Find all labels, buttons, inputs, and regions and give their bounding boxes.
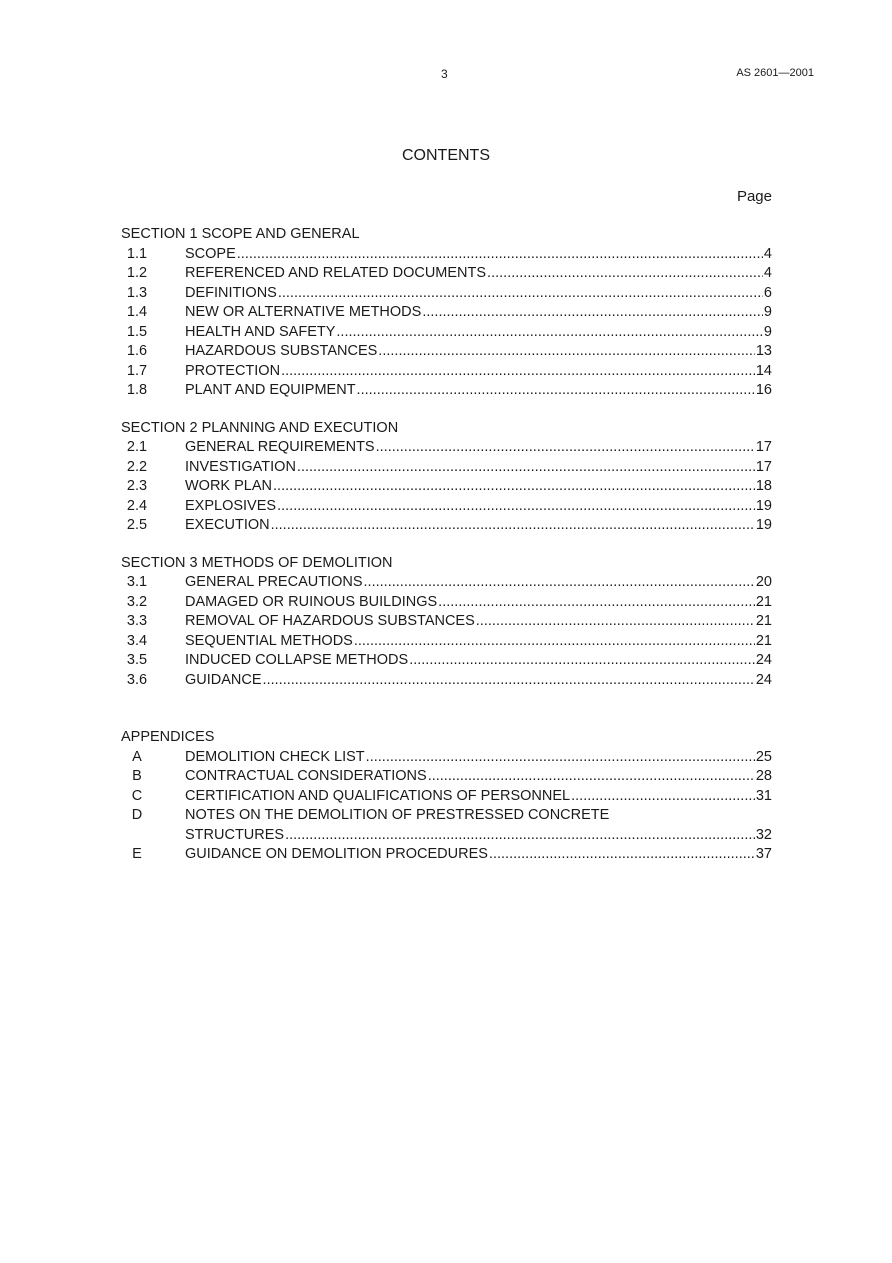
entry-title: GENERAL REQUIREMENTS [185,439,375,455]
entry-number-text: 2.1 [126,439,148,455]
toc-appendices-heading: APPENDICES [121,729,215,745]
entry-page-number: 9 [763,323,772,340]
entry-number-text: 3.4 [126,632,148,649]
entry-page-number: 17 [755,439,772,455]
entry-title: SCOPE [185,245,236,262]
entry-number-text: 2.5 [126,517,148,533]
entry-title: WORK PLAN [185,478,273,494]
entry-page-number: 37 [755,846,772,862]
entry-number-text: 1.3 [126,284,148,301]
toc-entry[interactable] [121,342,772,362]
dot-leader [273,477,755,497]
entry-number-text: 3.2 [126,593,148,610]
contents-title: CONTENTS [402,147,490,164]
toc-entry[interactable] [121,806,772,826]
entry-title: GUIDANCE ON DEMOLITION PROCEDURES [185,846,488,862]
table-of-contents [121,225,772,883]
toc-entry[interactable] [121,477,772,497]
entry-number [121,845,185,865]
dot-leader [357,381,755,401]
entry-page-number: 21 [755,593,772,610]
entry-number-text: E [132,846,142,862]
toc-entry[interactable] [121,516,772,536]
entry-number-text: 1.2 [126,265,148,281]
entry-page-number: 19 [755,497,772,514]
entry-number [121,748,185,768]
toc-entry[interactable] [121,651,772,671]
entry-title: CONTRACTUAL CONSIDERATIONS [185,768,427,784]
toc-entry[interactable] [121,632,772,652]
entry-title: REFERENCED AND RELATED DOCUMENTS [185,265,487,281]
dot-leader [428,767,755,787]
dot-leader [378,342,755,362]
entry-number [121,362,185,382]
entry-title-continuation: STRUCTURES [185,826,285,843]
entry-title: SEQUENTIAL METHODS [185,632,353,649]
entry-page-number: 16 [755,382,772,398]
entry-page-number: 21 [755,613,772,629]
toc-entry[interactable] [121,438,772,458]
entry-number [121,303,185,323]
entry-number [121,264,185,284]
dot-leader [277,497,755,517]
dot-leader [364,573,755,593]
entry-title: PLANT AND EQUIPMENT [185,382,356,398]
entry-page-number: 6 [763,284,772,301]
page-column-label: Page [736,188,772,205]
entry-number-text: D [131,807,143,823]
entry-number-text: 1.1 [126,245,148,262]
toc-section-3 [121,554,772,691]
entry-number [121,593,185,613]
entry-number-text: 2.2 [126,458,148,475]
entry-title: DEFINITIONS [185,284,277,301]
dot-leader [263,671,755,691]
dot-leader [336,323,763,343]
entry-page-number: 18 [755,478,772,494]
entry-page-number: 25 [755,748,772,765]
entry-title: HEALTH AND SAFETY [185,323,336,340]
entry-number-text: 2.4 [126,497,148,514]
entry-number-text: 1.8 [126,382,148,398]
toc-section-1-heading: SECTION 1 SCOPE AND GENERAL [121,226,360,242]
entry-number [121,767,185,787]
entry-number [121,438,185,458]
entry-title: DEMOLITION CHECK LIST [185,748,365,765]
dot-leader [354,632,755,652]
entry-number [121,323,185,343]
toc-entry[interactable] [121,381,772,401]
entry-title: CERTIFICATION AND QUALIFICATIONS OF PERSONNEL [185,787,571,804]
dot-leader [489,845,755,865]
entry-number-text: B [132,768,142,784]
entry-title: REMOVAL OF HAZARDOUS SUBSTANCES [185,613,475,629]
toc-entry-continuation[interactable] [121,826,772,846]
entry-page-number: 4 [763,265,772,281]
entry-number-text: 1.7 [126,362,148,379]
toc-entry[interactable] [121,323,772,343]
toc-entry[interactable] [121,245,772,265]
entry-title: NOTES ON THE DEMOLITION OF PRESTRESSED CONCRETE [185,807,610,823]
entry-number-text: 3.6 [126,671,148,688]
entry-number [121,342,185,362]
entry-number-text: 1.6 [126,343,148,359]
entry-number [121,671,185,691]
toc-entry[interactable] [121,748,772,768]
toc-entry[interactable] [121,612,772,632]
toc-appendices [121,728,772,865]
document-code: AS 2601—2001 [736,67,814,79]
entry-number [121,284,185,304]
dot-leader [376,438,755,458]
toc-entry[interactable] [121,362,772,382]
entry-title: GENERAL PRECAUTIONS [185,574,363,590]
entry-title: NEW OR ALTERNATIVE METHODS [185,304,422,320]
entry-number [121,787,185,807]
entry-number [121,497,185,517]
page-number: 3 [441,67,448,81]
entry-title: EXPLOSIVES [185,497,277,514]
dot-leader [476,612,755,632]
dot-leader [278,284,763,304]
toc-section-1 [121,225,772,401]
entry-page-number: 28 [755,768,772,784]
entry-number-text: 1.5 [126,323,148,340]
entry-page-number: 20 [755,574,772,590]
toc-entry[interactable] [121,787,772,807]
entry-number [121,612,185,632]
toc-section-2-heading: SECTION 2 PLANNING AND EXECUTION [121,419,399,436]
entry-page-number: 19 [755,517,772,533]
entry-number-text: 2.3 [126,478,148,494]
entry-number-text: A [132,748,142,765]
entry-number-text: 3.1 [126,574,148,590]
dot-leader [366,748,755,768]
entry-title: DAMAGED OR RUINOUS BUILDINGS [185,593,438,610]
entry-number-text: 3.5 [126,652,148,668]
entry-number-text: C [131,787,143,804]
entry-number-spacer [121,826,185,846]
entry-title: INDUCED COLLAPSE METHODS [185,652,409,668]
entry-number-text: 3.3 [126,613,148,629]
entry-page-number: 9 [763,304,772,320]
toc-entry[interactable] [121,593,772,613]
entry-number [121,381,185,401]
entry-title: INVESTIGATION [185,458,296,475]
dot-leader [422,303,763,323]
entry-number-text: 1.4 [126,304,148,320]
dot-leader [571,787,755,807]
entry-page-number: 24 [755,671,772,688]
entry-number [121,477,185,497]
entry-page-number: 17 [755,458,772,475]
toc-entry[interactable] [121,284,772,304]
toc-entry[interactable] [121,671,772,691]
dot-leader [237,245,763,265]
toc-entry[interactable] [121,497,772,517]
entry-number [121,806,185,826]
entry-number [121,245,185,265]
toc-entry[interactable] [121,573,772,593]
entry-number [121,632,185,652]
entry-number [121,573,185,593]
dot-leader [487,264,763,284]
toc-entry[interactable] [121,264,772,284]
entry-page-number: 21 [755,632,772,649]
dot-leader [409,651,755,671]
dot-leader [285,826,755,846]
entry-number [121,651,185,671]
toc-entry[interactable] [121,845,772,865]
dot-leader [297,458,755,478]
entry-title: EXECUTION [185,517,270,533]
dot-leader [281,362,755,382]
toc-entry[interactable] [121,303,772,323]
entry-page-number: 13 [755,343,772,359]
toc-section-3-heading: SECTION 3 METHODS OF DEMOLITION [121,554,393,571]
entry-page-number: 24 [755,652,772,668]
entry-number [121,516,185,536]
toc-section-2 [121,419,772,536]
entry-page-number: 4 [763,245,772,262]
toc-entry[interactable] [121,458,772,478]
entry-page-number: 14 [755,362,772,379]
entry-number [121,458,185,478]
dot-leader [438,593,755,613]
dot-leader [271,516,755,536]
entry-page-number: 32 [755,826,772,843]
toc-entry[interactable] [121,767,772,787]
entry-title: HAZARDOUS SUBSTANCES [185,343,378,359]
entry-title: GUIDANCE [185,671,262,688]
entry-title: PROTECTION [185,362,281,379]
entry-page-number: 31 [755,787,772,804]
